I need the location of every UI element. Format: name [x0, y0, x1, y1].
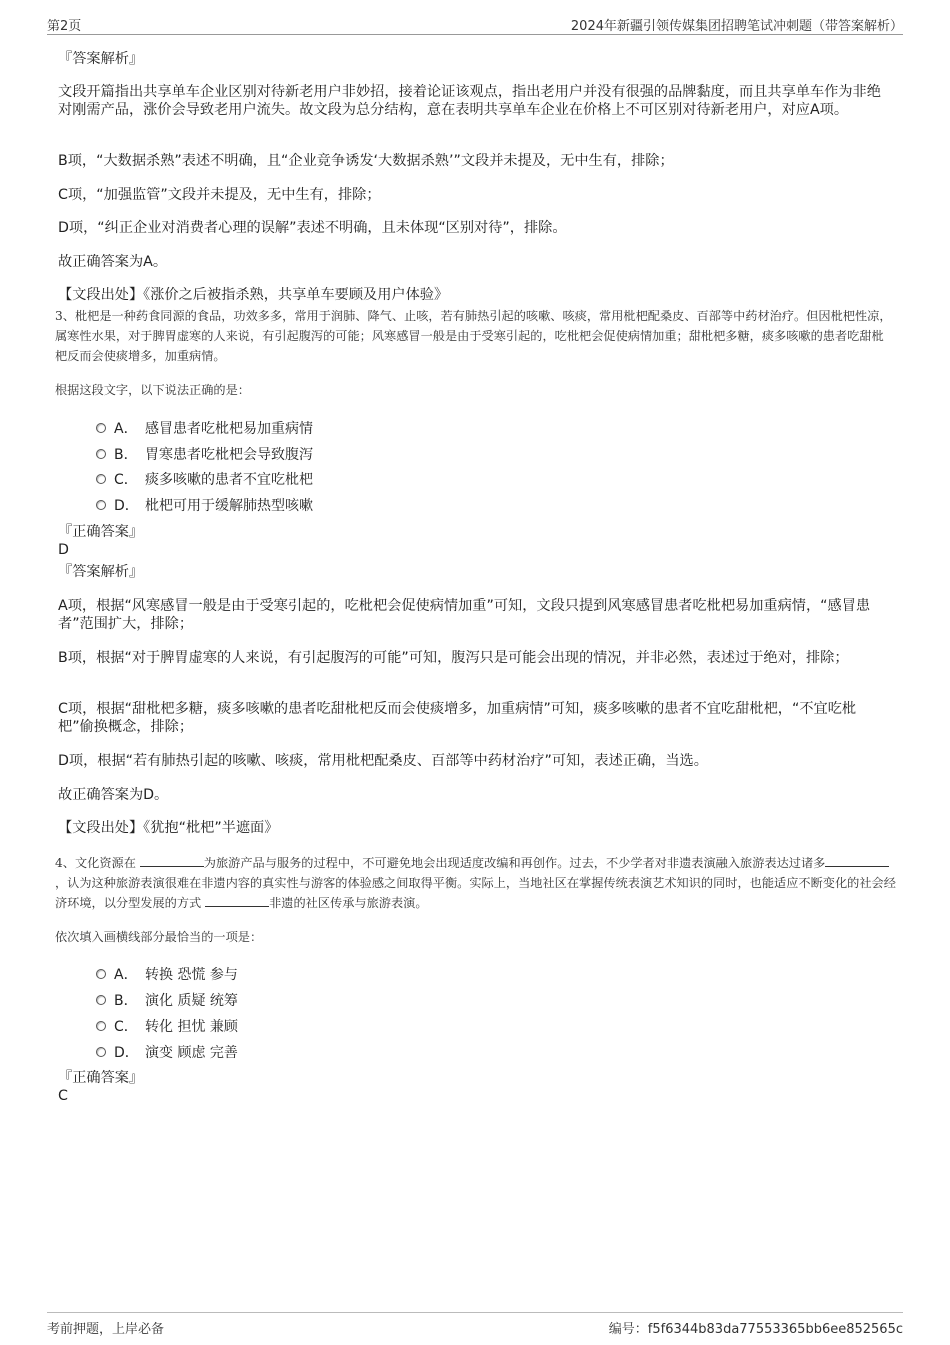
q2-analysis-main: 文段开篇指出共享单车企业区别对待新老用户非妙招，接着论证该观点，指出老用户并没有很强的品牌黏度，而且共享单车作为非绝对刚需产品，涨价会导致老用户流失。故文段为总分结构，意在表明共享单车企业在价格上不可区别对待新老用户，对应A项。 — [58, 84, 881, 118]
blank-2 — [825, 853, 889, 867]
radio-button[interactable] — [96, 1047, 106, 1057]
q3-conclusion: 故正确答案为D。 — [58, 787, 169, 803]
blank-3 — [205, 893, 269, 907]
q2-analysis-d: D项，“纠正企业对消费者心理的误解”表述不明确，且未体现“区别对待”，排除。 — [58, 220, 567, 236]
q2-source: 【文段出处】《涨价之后被指杀熟，共享单车要顾及用户体验》 — [58, 287, 449, 303]
q3-stem: 3、枇杷是一种药食同源的食品，功效多多，常用于润肺、降气、止咳，若有肺热引起的咳嗽、咳痰，常用枇杷配桑皮、百部等中药材治疗。但因枇杷性凉，属寒性水果，对于脾胃虚寒的人来说，有引起腹泻的可能；风寒感冒一般是由于受寒引起的，吃枇杷会促使病情加重；甜枇杷多糖，痰多咳嗽的患者吃甜枇杷反而会使痰增多，加重病情。 — [55, 309, 892, 363]
radio-button[interactable] — [96, 969, 106, 979]
page-number: 第2页 — [47, 19, 82, 34]
page-header — [47, 14, 903, 35]
q3-source: 【文段出处】《犹抱“枇杷”半遮面》 — [58, 820, 279, 836]
q4-correct-answer: C — [58, 1088, 68, 1104]
q3-analysis-d: D项，根据“若有肺热引起的咳嗽、咳痰，常用枇杷配桑皮、百部等中药材治疗”可知，表述正确，当选。 — [58, 753, 708, 769]
page-footer — [47, 1312, 903, 1337]
q4-prompt: 依次填入画横线部分最恰当的一项是： — [55, 930, 263, 944]
q3-analysis-c: C项，根据“甜枇杷多糖，痰多咳嗽的患者吃甜枇杷反而会使痰增多，加重病情”可知，痰多咳嗽的患者不宜吃甜枇杷，“不宜吃枇杷”偷换概念，排除； — [58, 701, 857, 735]
q3-analysis-label: 『答案解析』 — [58, 564, 144, 580]
q2-analysis-label: 『答案解析』 — [58, 51, 144, 67]
blank-1 — [140, 853, 204, 867]
document-code: 编号：f5f6344b83da77553365bb6ee852565c — [608, 1322, 903, 1337]
radio-button[interactable] — [96, 1021, 106, 1031]
q4-correct-label: 『正确答案』 — [58, 1070, 144, 1086]
q2-analysis-b: B项，“大数据杀熟”表述不明确，且“企业竞争诱发‘大数据杀熟’”文段并未提及，无中生有，排除； — [58, 153, 674, 169]
radio-button[interactable] — [96, 995, 106, 1005]
q2-conclusion: 故正确答案为A。 — [58, 254, 168, 270]
q3-analysis-b: B项，根据“对于脾胃虚寒的人来说，有引起腹泻的可能”可知，腹泻只是可能会出现的情况，并非必然，表述过于绝对，排除； — [58, 650, 849, 666]
radio-button[interactable] — [96, 449, 106, 459]
q3-prompt: 根据这段文字，以下说法正确的是： — [55, 383, 250, 397]
radio-button[interactable] — [96, 500, 106, 510]
q4-stem: 4、文化资源在 为旅游产品与服务的过程中，不可避免地会出现适度改编和再创作。过去，不少学者对非遗表演融入旅游表达过诸多，认为这种旅游表演很难在非遗内容的真实性与游客的体验感之间取得平衡。实际上，当地社区在掌握传统表演艺术知识的同时，也能适应不断变化的社会经济环境，以分型发展的方式 非遗的社区传承与旅游表演。 — [55, 853, 897, 913]
radio-button[interactable] — [96, 423, 106, 433]
document-title: 2024年新疆引领传媒集团招聘笔试冲刺题（带答案解析） — [570, 19, 903, 34]
footer-slogan: 考前押题，上岸必备 — [47, 1322, 165, 1337]
q3-correct-answer: D — [58, 542, 69, 558]
q2-analysis-c: C项，“加强监管”文段并未提及，无中生有，排除； — [58, 187, 381, 203]
radio-button[interactable] — [96, 474, 106, 484]
q3-analysis-a: A项，根据“风寒感冒一般是由于受寒引起的，吃枇杷会促使病情加重”可知，文段只提到风寒感冒患者吃枇杷易加重病情，“感冒患者”范围扩大，排除； — [58, 598, 871, 632]
q3-correct-label: 『正确答案』 — [58, 524, 144, 540]
